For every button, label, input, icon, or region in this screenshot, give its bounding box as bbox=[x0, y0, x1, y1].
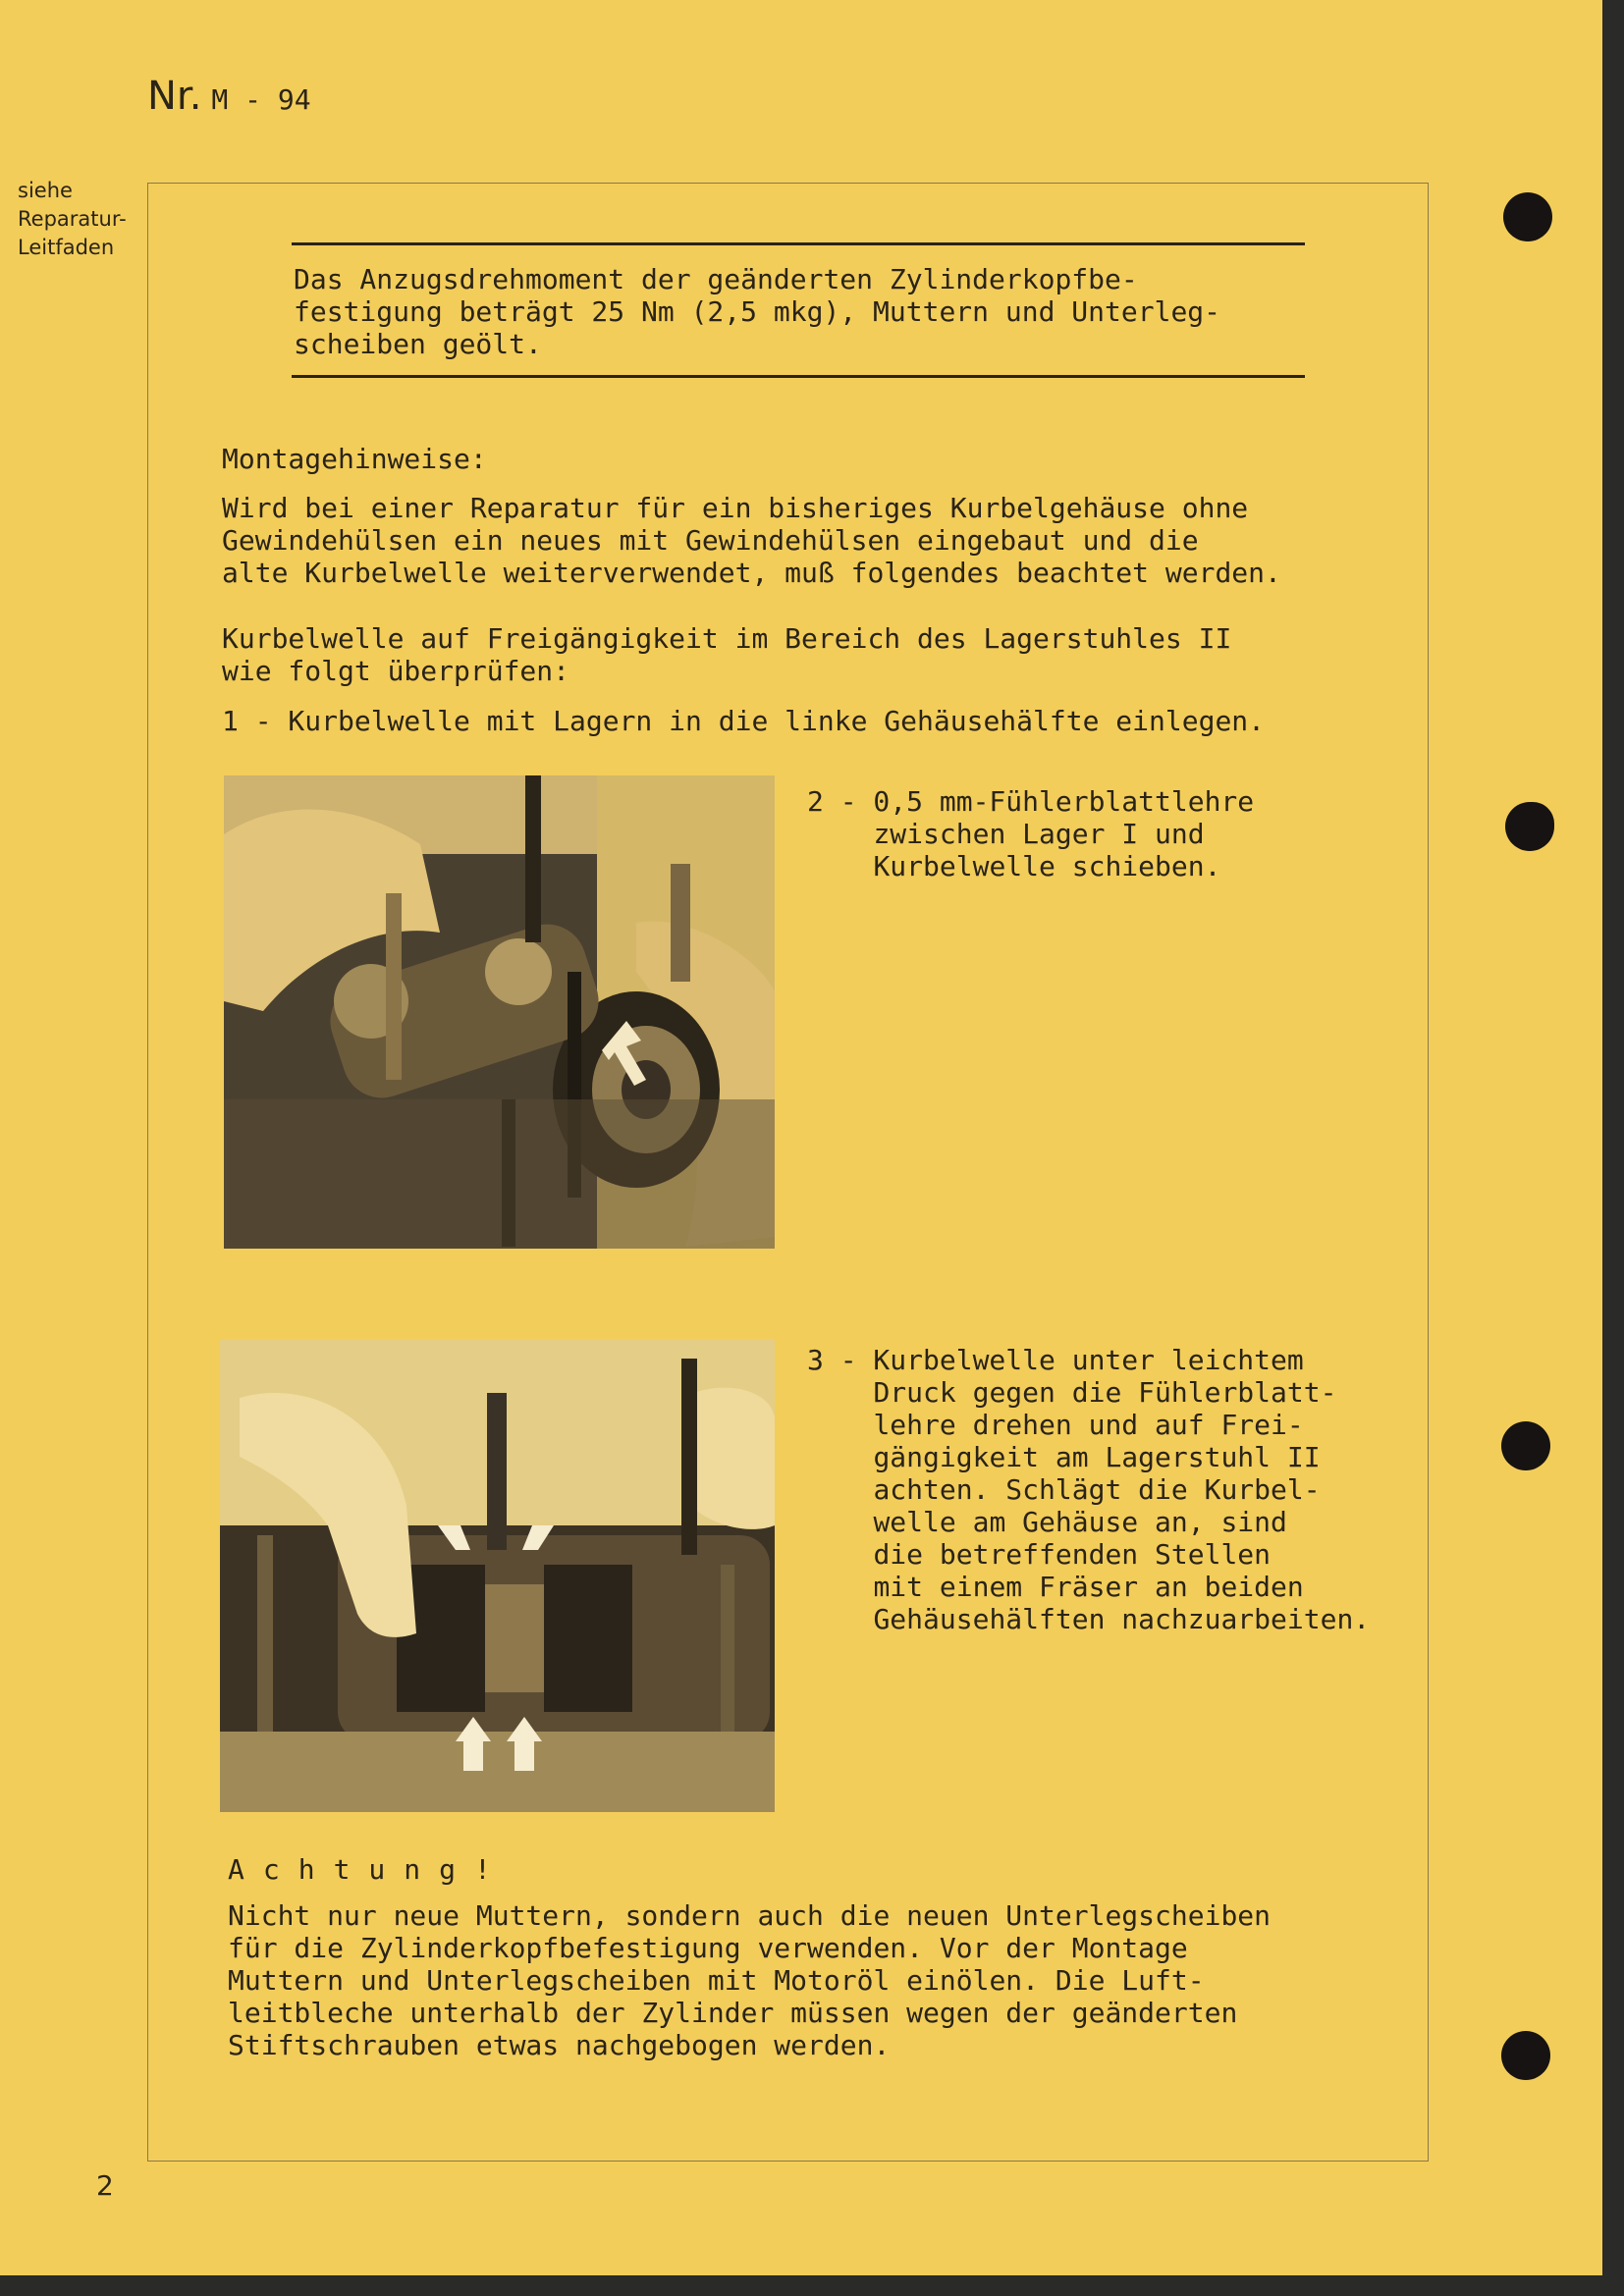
assembly-check: Kurbelwelle auf Freigängigkeit im Bereich des Lagerstuhles II wie folgt überprüfen: bbox=[222, 622, 1232, 687]
punch-hole-2 bbox=[1505, 802, 1554, 851]
page-number: 2 bbox=[96, 2169, 114, 2202]
photo-clearance-check bbox=[220, 1339, 775, 1812]
document-number bbox=[147, 74, 311, 119]
photo-crankshaft-illustration bbox=[224, 775, 775, 1249]
step-2: 2 - 0,5 mm-Fühlerblattlehre zwischen Lager I und Kurbelwelle schieben. bbox=[807, 785, 1255, 882]
punch-hole-4 bbox=[1501, 2031, 1550, 2080]
margin-note: siehe Reparatur- Leitfaden bbox=[18, 179, 127, 259]
punch-hole-1 bbox=[1503, 192, 1552, 241]
photo-feeler-gauge bbox=[224, 775, 775, 1249]
warning-text: Nicht nur neue Muttern, sondern auch die neuen Unterlegscheiben für die Zylinderkopfbefestigung verwenden. Vor der Montage Muttern und Unterlegscheiben mit Motoröl einölen. Die Luft- leitbleche unterhalb der Zylinder müssen wegen der geänderten Stiftschrauben etwas nachgebogen werden. bbox=[228, 1899, 1272, 2061]
punch-hole-3 bbox=[1501, 1421, 1550, 1470]
torque-note: Das Anzugsdrehmoment der geänderten Zylinderkopfbe- festigung beträgt 25 Nm (2,5 mkg), Muttern und Unterleg- scheiben geölt. bbox=[294, 263, 1221, 360]
warning-heading: Achtung! bbox=[228, 1853, 510, 1886]
photo-crankshaft-rotation-illustration bbox=[220, 1339, 775, 1812]
assembly-heading: Montagehinweise: bbox=[222, 443, 487, 475]
step-1: 1 - Kurbelwelle mit Lagern in die linke Gehäusehälfte einlegen. bbox=[222, 705, 1266, 737]
note-bottom-rule bbox=[292, 375, 1305, 378]
nr-label: Nr. bbox=[147, 74, 202, 119]
assembly-intro: Wird bei einer Reparatur für ein bisheriges Kurbelgehäuse ohne Gewindehülsen ein neues mit Gewindehülsen eingebaut und die alte Kurbelwelle weiterverwendet, muß folgendes beachtet werden. bbox=[222, 492, 1281, 589]
nr-code: M - 94 bbox=[211, 83, 311, 116]
note-top-rule bbox=[292, 242, 1305, 245]
step-3: 3 - Kurbelwelle unter leichtem Druck gegen die Fühlerblatt- lehre drehen und auf Frei- gängigkeit am Lagerstuhl II achten. Schlägt die Kurbel- welle am Gehäuse an, sind die betreffenden Stellen mit einem Fräser an beiden Gehäusehälften nachzuarbeiten. bbox=[807, 1344, 1371, 1635]
